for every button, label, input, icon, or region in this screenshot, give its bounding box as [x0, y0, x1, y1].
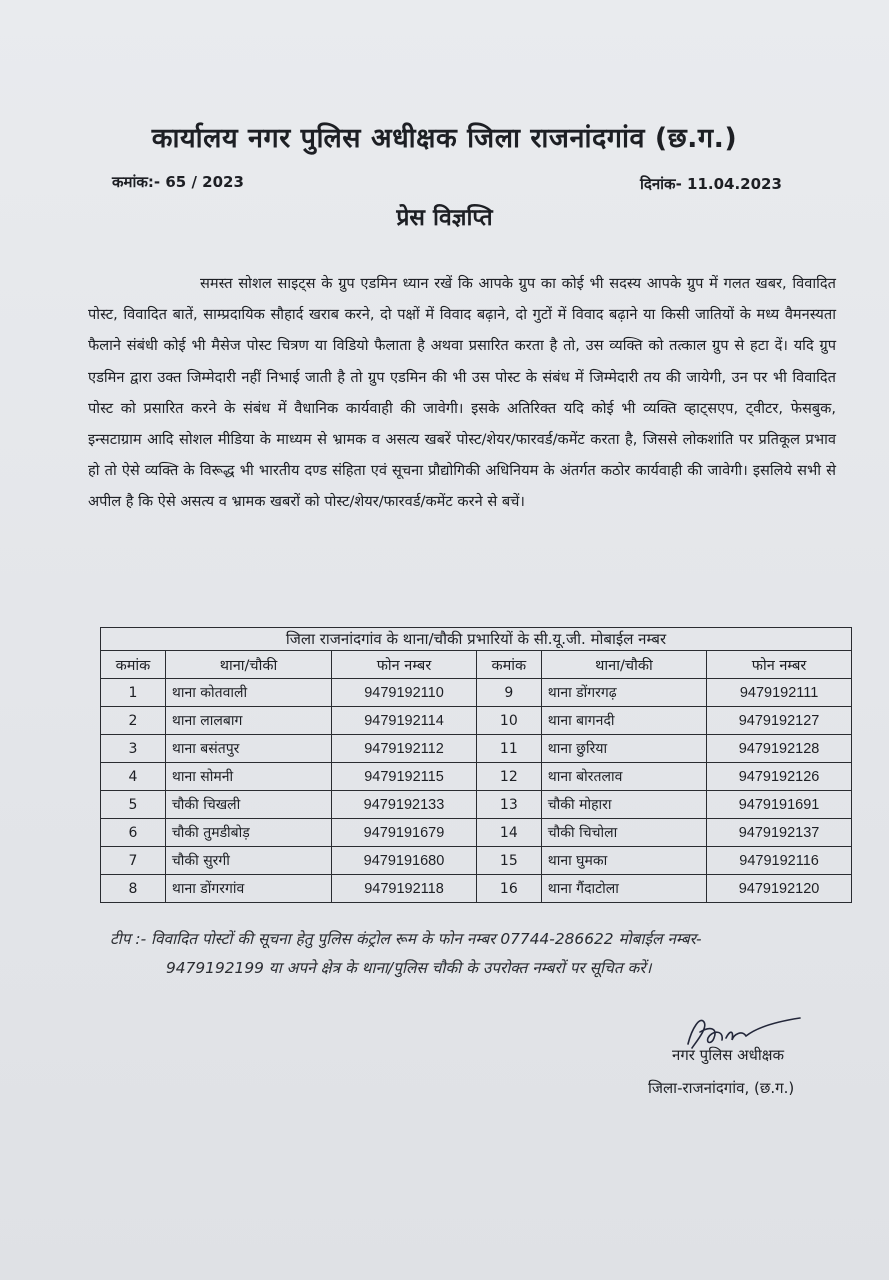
serial-cell: 8 [101, 875, 166, 903]
serial-cell: 2 [101, 707, 166, 735]
phone-cell: 9479192115 [332, 763, 477, 791]
station-cell: थाना लालबाग [165, 707, 331, 735]
station-cell: थाना घुमका [541, 847, 706, 875]
station-cell: चौकी चिखली [165, 791, 331, 819]
footnote [110, 925, 855, 983]
header-station: थाना/चौकी [541, 651, 706, 679]
header-serial: कमांक [476, 651, 541, 679]
phone-cell: 9479192120 [707, 875, 852, 903]
phone-cell: 9479192126 [707, 763, 852, 791]
table-row [101, 763, 852, 791]
table-row [101, 819, 852, 847]
serial-cell: 4 [101, 763, 166, 791]
table-row [101, 707, 852, 735]
phone-cell: 9479192133 [332, 791, 477, 819]
signatory-designation: नगर पुलिस अधीक्षक [672, 1046, 785, 1064]
phone-cell: 9479191680 [332, 847, 477, 875]
serial-cell: 6 [101, 819, 166, 847]
table-row [101, 847, 852, 875]
table-row [101, 679, 852, 707]
serial-cell: 10 [476, 707, 541, 735]
phone-cell: 9479192111 [707, 679, 852, 707]
serial-cell: 14 [476, 819, 541, 847]
serial-cell: 3 [101, 735, 166, 763]
station-cell: चौकी चिचोला [541, 819, 706, 847]
header-phone: फोन नम्बर [332, 651, 477, 679]
phone-cell: 9479191679 [332, 819, 477, 847]
station-cell: थाना छुरिया [541, 735, 706, 763]
table-row [101, 875, 852, 903]
header-serial: कमांक [101, 651, 166, 679]
station-cell: थाना बागनदी [541, 707, 706, 735]
header-phone: फोन नम्बर [707, 651, 852, 679]
footnote-line-2: 9479192199 या अपने क्षेत्र के थाना/पुलिस चौकी के उपरोक्त नम्बरों पर सूचित करें। [166, 959, 652, 977]
station-cell: चौकी सुरगी [165, 847, 331, 875]
reference-number: कमांक:- 65 / 2023 [112, 173, 244, 191]
phone-cell: 9479192137 [707, 819, 852, 847]
serial-cell: 5 [101, 791, 166, 819]
phone-cell: 9479192127 [707, 707, 852, 735]
serial-cell: 16 [476, 875, 541, 903]
serial-cell: 15 [476, 847, 541, 875]
station-cell: थाना कोतवाली [165, 679, 331, 707]
serial-cell: 13 [476, 791, 541, 819]
station-cell: थाना सोमनी [165, 763, 331, 791]
serial-cell: 7 [101, 847, 166, 875]
phone-cell: 9479192116 [707, 847, 852, 875]
serial-cell: 12 [476, 763, 541, 791]
signatory-district: जिला-राजनांदगांव, (छ.ग.) [648, 1079, 795, 1097]
phone-cell: 9479192118 [332, 875, 477, 903]
station-cell: थाना गैंदाटोला [541, 875, 706, 903]
station-contact-table [100, 627, 852, 903]
serial-cell: 1 [101, 679, 166, 707]
phone-cell: 9479192114 [332, 707, 477, 735]
footnote-line-1: टीप :- विवादित पोस्टों की सूचना हेतु पुलिस कंट्रोल रूम के फोन नम्बर 07744-286622 मोबाईल नम्बर- [110, 930, 702, 948]
phone-cell: 9479192110 [332, 679, 477, 707]
station-cell: थाना बोरतलाव [541, 763, 706, 791]
body-paragraph: समस्त सोशल साइट्स के ग्रुप एडमिन ध्यान रखें कि आपके ग्रुप का कोई भी सदस्य आपके ग्रुप में गलत खबर, विवादित पोस्ट, विवादित बातें, साम्प्रदायिक सौहार्द खराब करने, दो पक्षों में विवाद बढ़ाने, दो गुटों में विवाद बढ़ाने या किसी जातियों के मध्य वैमनस्यता फैलाने संबंधी कोई भी मैसेज पोस्ट चित्रण या विडियो फैलाता है अथवा प्रसारित करता है तो, उस व्यक्ति को तत्काल ग्रुप से हटा दें। यदि ग्रुप एडमिन द्वारा उक्त जिम्मेदारी नहीं निभाई जाती है तो ग्रुप एडमिन की भी उस पोस्ट के संबंध में जिम्मेदारी तय की जायेगी, उन पर भी विवादित पोस्ट को प्रसारित करने के संबंध में वैधानिक कार्यवाही की जावेगी। इसके अतिरिक्त यदि कोई भी व्यक्ति व्हाट्सएप, ट्वीटर, फेसबुक, इन्सटाग्राम आदि सोशल मीडिया के माध्यम से भ्रामक व असत्य खबरें पोस्ट/शेयर/फारवर्ड/कमेंट करता है, जिससे लोकशांति पर प्रतिकूल प्रभाव हो तो ऐसे व्यक्ति के विरूद्ध भी भारतीय दण्ड संहिता एवं सूचना प्रौद्योगिकी अधिनियम के अंतर्गत कठोर कार्यवाही की जावेगी। इसलिये सभी से अपील है कि ऐसे असत्य व भ्रामक खबरों को पोस्ट/शेयर/फारवर्ड/कमेंट करने से बचें। [88, 275, 836, 511]
station-cell: थाना डोंगरगढ़ [541, 679, 706, 707]
issue-date: दिनांक- 11.04.2023 [640, 175, 782, 193]
station-cell: थाना डोंगरगांव [165, 875, 331, 903]
header-station: थाना/चौकी [165, 651, 331, 679]
office-title: कार्यालय नगर पुलिस अधीक्षक जिला राजनांदगांव (छ.ग.) [151, 123, 738, 154]
table-caption: जिला राजनांदगांव के थाना/चौकी प्रभारियों के सी.यू.जी. मोबाईल नम्बर [101, 628, 852, 651]
table-row [101, 735, 852, 763]
station-cell: चौकी मोहारा [541, 791, 706, 819]
station-cell: थाना बसंतपुर [165, 735, 331, 763]
serial-cell: 9 [476, 679, 541, 707]
station-cell: चौकी तुमडीबोड़ [165, 819, 331, 847]
phone-cell: 9479192128 [707, 735, 852, 763]
table-header-row [101, 651, 852, 679]
press-release-heading: प्रेस विज्ञप्ति [396, 205, 493, 231]
serial-cell: 11 [476, 735, 541, 763]
phone-cell: 9479191691 [707, 791, 852, 819]
phone-cell: 9479192112 [332, 735, 477, 763]
table-row [101, 791, 852, 819]
